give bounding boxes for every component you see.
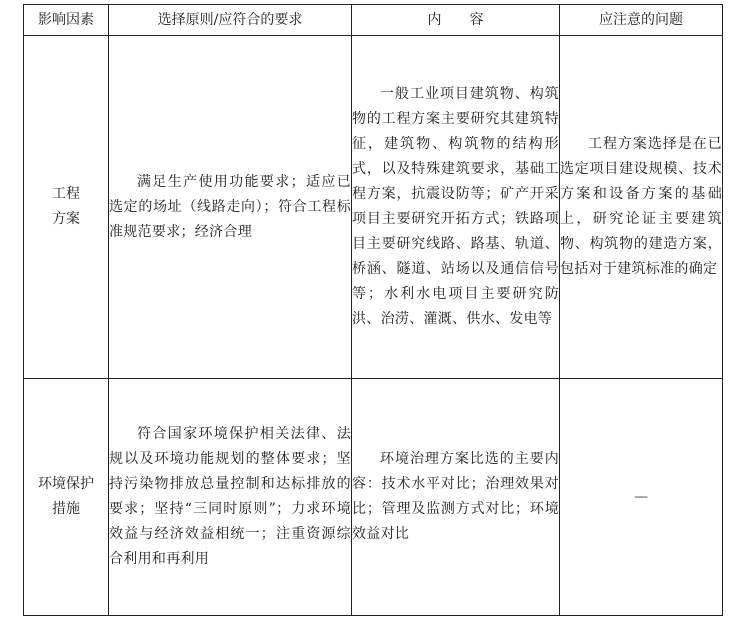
- header-content: 内 容: [352, 5, 560, 36]
- factor-label-line: 措施: [52, 501, 80, 517]
- factor-cell: [24, 379, 109, 616]
- notes-cell: —: [560, 379, 723, 616]
- header-principles: 选择原则/应符合的要求: [109, 5, 352, 36]
- table-header: [24, 5, 723, 36]
- header-notes: 应注意的问题: [560, 5, 723, 36]
- factor-label-line: 方案: [52, 211, 80, 227]
- comparison-table: [23, 4, 723, 616]
- table-row: [24, 379, 723, 616]
- factor-label-line: 工程: [52, 186, 80, 202]
- header-factor: 影响因素: [24, 5, 109, 36]
- header-row: [24, 5, 723, 36]
- notes-cell: 工程方案选择是在已选定项目建设规模、技术方案和设备方案的基础上，研究论证主要建筑物、构筑物的建造方案，包括对于建筑标准的确定: [560, 36, 723, 379]
- table-row: [24, 36, 723, 379]
- table-body: [24, 36, 723, 616]
- principles-cell: 符合国家环境保护相关法律、法规以及环境功能规划的整体要求；坚持污染物排放总量控制和达标排放的要求；坚持“三同时原则”；力求环境效益与经济效益相统一；注重资源综合利用和再利用: [109, 379, 352, 616]
- content-cell: 一般工业项目建筑物、构筑物的工程方案主要研究其建筑特征，建筑物、构筑物的结构形式，以及特殊建筑要求，基础工程方案，抗震设防等；矿产开采项目主要研究开拓方式；铁路项目主要研究线路、路基、轨道、桥涵、隧道、站场以及通信信号等；水利水电项目主要研究防洪、治涝、灌溉、供水、发电等: [352, 36, 560, 379]
- content-cell: 环境治理方案比选的主要内容：技术水平对比；治理效果对比；管理及监测方式对比；环境效益对比: [352, 379, 560, 616]
- factor-label-line: 环境保护: [38, 476, 94, 492]
- factor-cell: [24, 36, 109, 379]
- principles-cell: 满足生产使用功能要求；适应已选定的场址（线路走向）；符合工程标准规范要求；经济合理: [109, 36, 352, 379]
